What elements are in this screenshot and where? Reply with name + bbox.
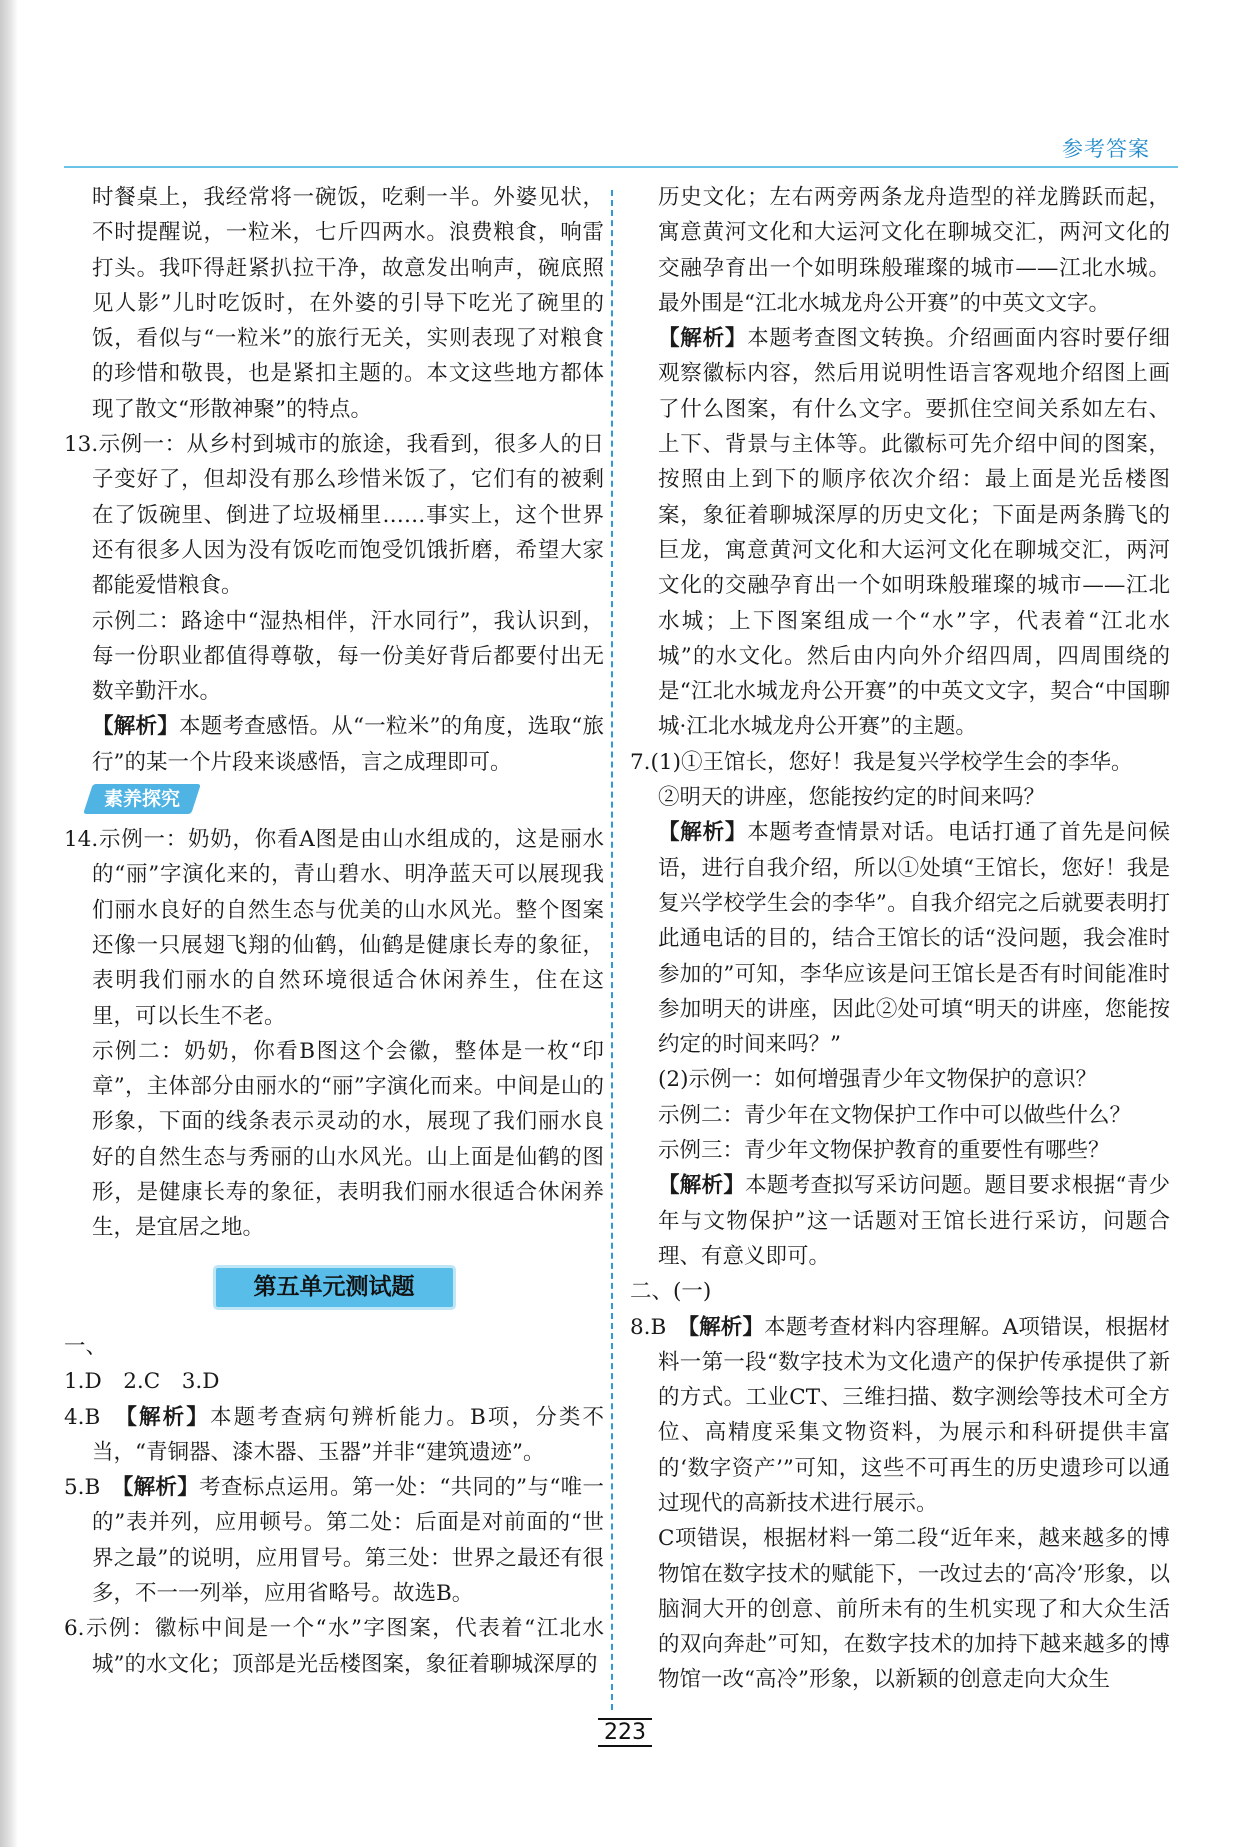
answer-5-text: 考查标点运用。第一处：“共同的”与“唯一的”表并列，应用顿号。第二处：后面是对前面的“世界之最”的说明，应用冒号。第三处：世界之最还有很多，不一一列举，应用省略号。故选B。 — [92, 1475, 604, 1606]
answers-1-3: 1.D 2.C 3.D — [64, 1369, 220, 1395]
unit-banner-wrap — [64, 1268, 604, 1307]
answer-8-option-c: C项错误，根据材料一第二段“近年来，越来越多的博物馆在数字技术的赋能下，一改过去的‘高冷’形象，以脑洞大开的创意、前所未有的生机实现了和大众生活的双向奔赴”可知，在数字技术的加持下越来越多的博物馆一改“高冷”形象，以新颖的创意走向大众生 — [658, 1526, 1170, 1693]
answer-7-analysis-2 — [630, 1168, 1170, 1274]
answer-7-1-a: 7.(1)①王馆长，您好！我是复兴学校学生会的李华。 — [630, 749, 1133, 775]
answer-6-continued: 历史文化；左右两旁两条龙舟造型的祥龙腾跃而起，寓意黄河文化和大运河文化在聊城交汇，两河文化的交融孕育出一个如明珠般璀璨的城市——江北水城。最外围是“江北水城龙舟公开赛”的中英文文字。 — [658, 185, 1170, 316]
right-column — [630, 180, 1170, 1698]
header-rule — [64, 166, 1178, 168]
answer-8-text: 本题考查材料内容理解。A项错误，根据材料一第一段“数字技术为文化遗产的保护传承提供了新的方式。工业CT、三维扫描、数字测绘等技术可全方位、高精度采集文物资料，为展示和科研提供丰富的‘数字资产’”可知，这些不可再生的历史遗珍可以通过现代的高新技术进行展示。 — [658, 1314, 1170, 1516]
page-number-value: 223 — [598, 1718, 652, 1747]
unit-test-banner: 第五单元测试题 — [216, 1268, 453, 1307]
answer-8 — [630, 1310, 1170, 1522]
answer-13-example-2: 示例二：路途中“湿热相伴，汗水同行”，我认识到，每一份职业都值得尊敬，每一份美好背后都要付出无数辛勤汗水。 — [92, 608, 604, 705]
answer-14-example-2: 示例二：奶奶，你看B图这个会徽，整体是一枚“印章”，主体部分由丽水的“丽”字演化而来。中间是山的形象，下面的线条表示灵动的水，展现了我们丽水良好的自然生态与秀丽的山水风光。山上面是仙鹤的图形，是健康长寿的象征，表明我们丽水很适合休闲养生，是宜居之地。 — [92, 1038, 604, 1241]
answer-5-number: 5.B — [64, 1475, 123, 1501]
answer-6-analysis — [630, 321, 1170, 745]
book-spine-shadow — [0, 0, 18, 1847]
answer-5 — [64, 1470, 604, 1611]
column-divider — [611, 190, 613, 1710]
answer-4-number: 4.B — [64, 1404, 127, 1430]
answer-7-2-example-1: (2)示例一：如何增强青少年文物保护的意识？ — [658, 1067, 1097, 1093]
analysis-tag: 【解析】 — [122, 1475, 200, 1501]
answer-4 — [64, 1400, 604, 1471]
page-header-label: 参考答案 — [1062, 137, 1150, 161]
answer-7-2-example-2: 示例二：青少年在文物保护工作中可以做些什么？ — [658, 1102, 1132, 1128]
section-badge-label: 素养探究 — [104, 788, 181, 811]
answer-7-2-example-3: 示例三：青少年文物保护教育的重要性有哪些？ — [658, 1138, 1110, 1164]
answer-7-analysis-1 — [630, 815, 1170, 1062]
answer-14-example-1: 14.示例一：奶奶，你看A图是由山水组成的，这是丽水的“丽”字演化来的，青山碧水、明净蓝天可以展现我们丽水良好的自然生态与优美的山水风光。整个图案还像一只展翅飞翔的仙鹤，仙鹤是健康长寿的象征，表明我们丽水的自然环境很适合休闲养生，住在这里，可以长生不老。 — [64, 827, 604, 1029]
answer-8-number: 8.B — [630, 1314, 689, 1340]
answer-4-text: 本题考查病句辨析能力。B项，分类不当，“青铜器、漆木器、玉器”并非“建筑遗迹”。 — [92, 1404, 604, 1465]
answer-6: 6.示例：徽标中间是一个“水”字图案，代表着“江北水城”的水文化；顶部是光岳楼图案，象征着聊城深厚的 — [64, 1616, 604, 1677]
answer-13-analysis — [64, 709, 604, 780]
analysis-tag: 【解析】 — [658, 326, 748, 352]
analysis-text: 本题考查感悟。从“一粒米”的角度，选取“旅行”的某一个片段来谈感悟，言之成理即可。 — [92, 714, 604, 775]
section-one-heading: 一、 — [64, 1333, 108, 1359]
analysis-tag: 【解析】 — [126, 1404, 210, 1430]
paragraph-continued: 时餐桌上，我经常将一碗饭，吃剩一半。外婆见状，不时提醒说，一粒米，七斤四两水。浪费粮食，响雷打头。我吓得赶紧扒拉干净，故意发出响声，碗底照见人影”儿时吃饭时，在外婆的引导下吃光了碗里的饭，看似与“一粒米”的旅行无关，实则表现了对粮食的珍惜和敬畏，也是紧扣主题的。本文这些地方都体现了散文“形散神聚”的特点。 — [92, 185, 604, 422]
analysis-text: 本题考查图文转换。介绍画面内容时要仔细观察徽标内容，然后用说明性语言客观地介绍图上画了什么图案，有什么文字。要抓住空间关系如左右、上下、背景与主体等。此徽标可先介绍中间的图案，按照由上到下的顺序依次介绍：最上面是光岳楼图案，象征着聊城深厚的历史文化；下面是两条腾飞的巨龙，寓意黄河文化和大运河文化在聊城交汇，两河文化的交融孕育出一个如明珠般璀璨的城市——江北水城；上下图案组成一个“水”字，代表着“江北水城”的水文化。然后由内向外介绍四周，四周围绕的是“江北水城龙舟公开赛”的中英文文字，契合“中国聊城·江北水城龙舟公开赛”的主题。 — [658, 326, 1170, 740]
analysis-tag: 【解析】 — [658, 1173, 746, 1199]
analysis-text: 本题考查情景对话。电话打通了首先是问候语，进行自我介绍，所以①处填“王馆长，您好！我是复兴学校学生会的李华”。自我介绍完之后就要表明打此通电话的目的，结合王馆长的话“没问题，我会准时参加的”可知，李华应该是问王馆长是否有时间能准时参加明天的讲座，因此②处可填“明天的讲座，您能按约定的时间来吗？” — [658, 820, 1170, 1058]
analysis-tag: 【解析】 — [688, 1314, 765, 1340]
section-badge — [83, 784, 201, 814]
page-number — [0, 1720, 1250, 1745]
analysis-text: 本题考查拟写采访问题。题目要求根据“青少年与文物保护”这一话题对王馆长进行采访，问题合理、有意义即可。 — [658, 1173, 1170, 1269]
left-column — [64, 180, 604, 1682]
answer-7-1-b: ②明天的讲座，您能按约定的时间来吗？ — [658, 785, 1046, 811]
analysis-tag: 【解析】 — [658, 820, 748, 846]
answer-13-example-1: 13.示例一：从乡村到城市的旅途，我看到，很多人的日子变好了，但却没有那么珍惜米饭了，它们有的被剩在了饭碗里、倒进了垃圾桶里……事实上，这个世界还有很多人因为没有饭吃而饱受饥饿折磨，希望大家都能爱惜粮食。 — [64, 432, 604, 599]
section-two-heading: 二、(一) — [630, 1279, 712, 1305]
analysis-tag: 【解析】 — [92, 714, 180, 740]
